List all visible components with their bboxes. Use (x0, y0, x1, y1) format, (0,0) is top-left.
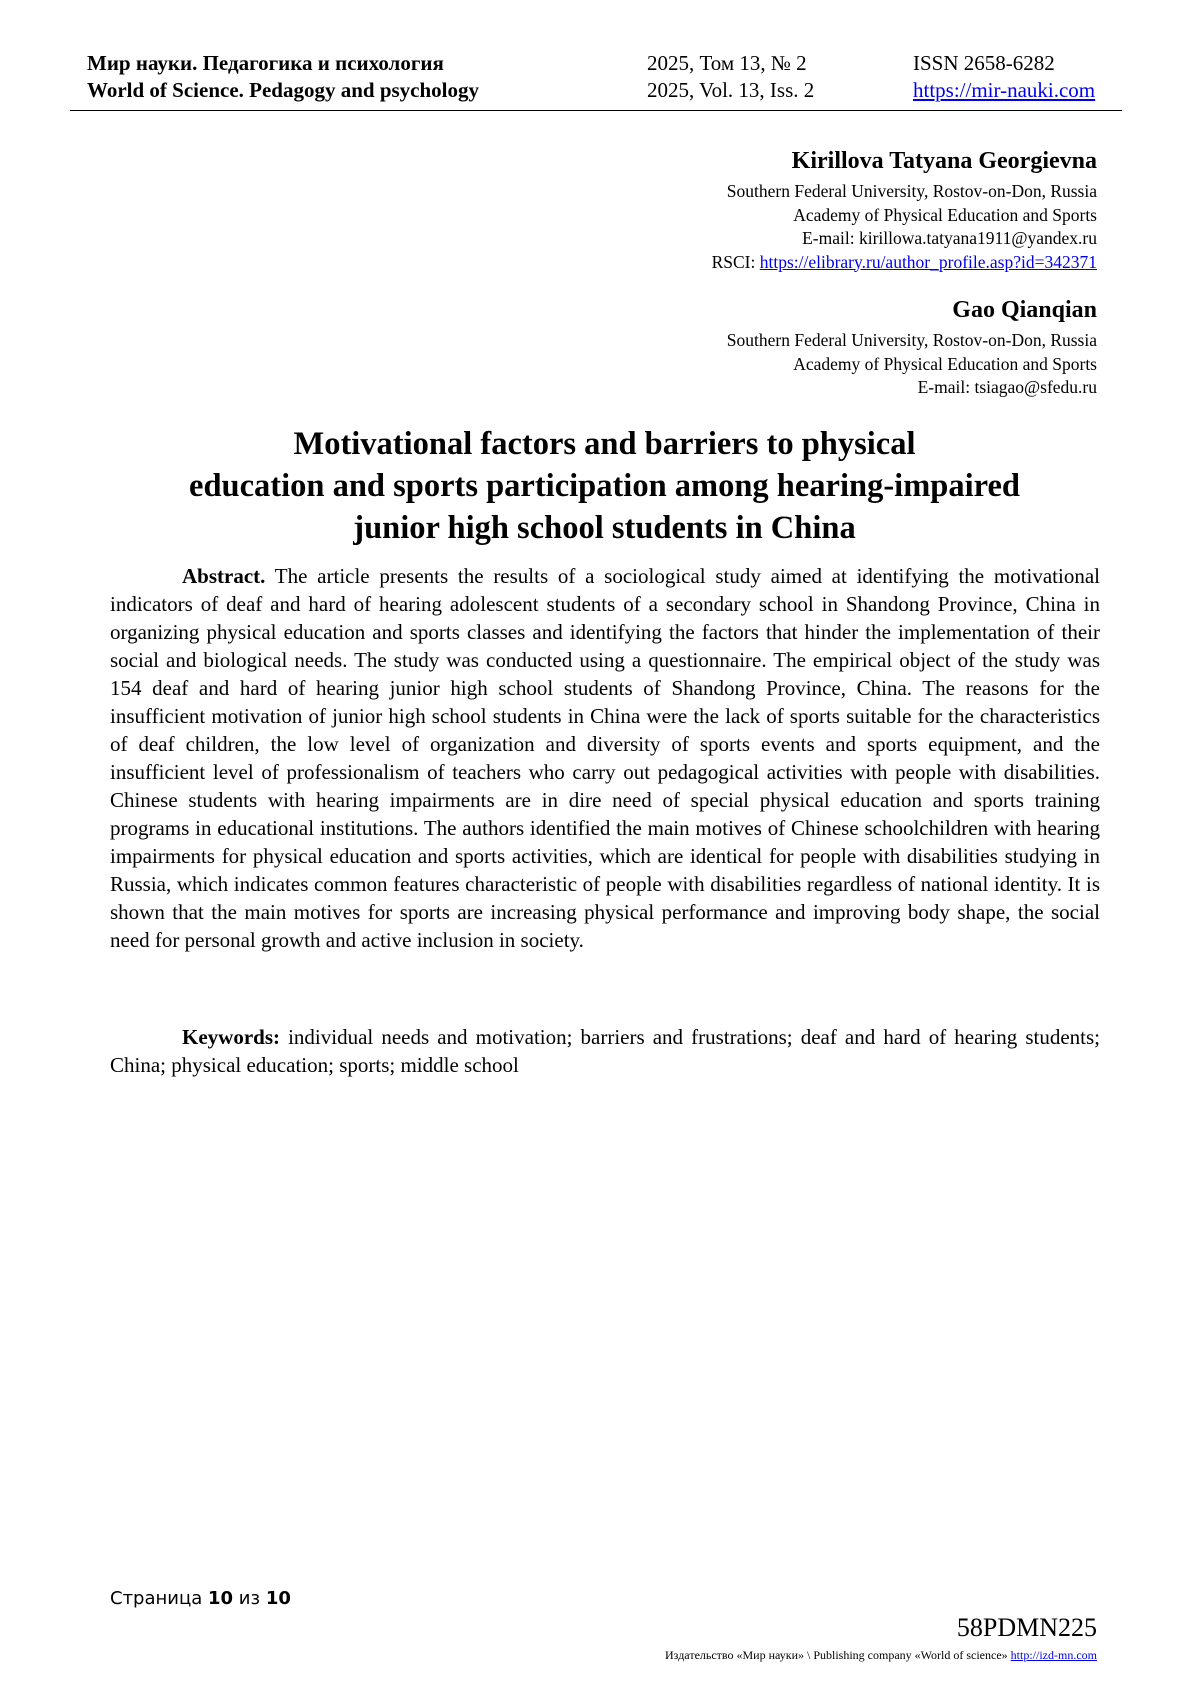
author-block-1 (712, 144, 1097, 274)
author-affiliation: Southern Federal University, Rostov-on-Don, Russia (726, 330, 1097, 350)
issn: ISSN 2658-6282 (913, 51, 1055, 75)
journal-title-en: World of Science. Pedagogy and psychology (87, 78, 480, 102)
issue-en: 2025, Vol. 13, Iss. 2 (647, 78, 815, 102)
title-line: junior high school students in China (353, 510, 856, 546)
keywords-text: individual needs and motivation; barriers and frustrations; deaf and hard of hearing students; China; physical education; sports; middle school (110, 1025, 1100, 1077)
author-email: E-mail: tsiagao@sfedu.ru (917, 377, 1097, 397)
abstract-text: The article presents the results of a sociological study aimed at identifying the motivational indicators of deaf and hard of hearing adolescent students of a secondary school in Shandong Province, China in organizing physical education and sports classes and identifying the factors that hinder the implementation of their social and biological needs. The study was conducted using a questionnaire. The empirical object of the study was 154 deaf and hard of hearing junior high school students of Shandong Province, China. The reasons for the insufficient motivation of junior high school students in China were the lack of sports suitable for the characteristics of deaf children, the low level of organization and diversity of sports events and sports equipment, and the insufficient level of professionalism of teachers who carry out pedagogical activities with people with disabilities. Chinese students with hearing impairments are in dire need of special physical education and sports training programs in educational institutions. The authors identified the main motives of Chinese schoolchildren with hearing impairments for physical education and sports activities, which are identical for people with disabilities studying in Russia, which indicates common features characteristic of people with disabilities regardless of national identity. It is shown that the main motives for sports are increasing physical performance and improving body shape, the social need for personal growth and active inclusion in society. (110, 564, 1101, 952)
header-row-ru (87, 50, 1122, 77)
author-name: Kirillova Tatyana Georgievna (791, 148, 1097, 174)
author-affiliation: Southern Federal University, Rostov-on-Don, Russia (726, 181, 1097, 201)
keywords (110, 1023, 1100, 1079)
issue-ru: 2025, Том 13, № 2 (647, 51, 807, 75)
article-code: 58PDMN225 (956, 1613, 1097, 1642)
author-email: E-mail: kirillowa.tatyana1911@yandex.ru (802, 228, 1097, 248)
abstract (110, 562, 1100, 954)
journal-header (87, 50, 1122, 104)
author-affiliation: Academy of Physical Education and Sports (793, 204, 1097, 225)
author-affiliation: Academy of Physical Education and Sports (793, 353, 1097, 374)
author-block-2 (727, 293, 1097, 400)
author-rsci (712, 251, 1097, 275)
header-divider (70, 110, 1122, 111)
abstract-label: Abstract. (182, 564, 266, 588)
keywords-label: Keywords: (182, 1025, 280, 1049)
article-title (87, 423, 1122, 549)
header-row-en (87, 77, 1122, 104)
publisher-line: Издательство «Мир науки» \ Publishing company «World of science» http://izd-mn.com (665, 1648, 1097, 1662)
publisher-link[interactable]: http://izd-mn.com (1010, 1648, 1097, 1662)
page-number: Страница 10 из 10 (110, 1588, 291, 1609)
title-line: Motivational factors and barriers to physical (293, 426, 916, 462)
rsci-label: RSCI: (711, 251, 760, 272)
title-line: education and sports participation among hearing-impaired (189, 468, 1020, 504)
rsci-profile-link[interactable]: https://elibrary.ru/author_profile.asp?id=342371 (759, 251, 1097, 272)
journal-site-link[interactable]: https://mir-nauki.com (913, 78, 1096, 102)
journal-title-ru: Мир науки. Педагогика и психология (87, 51, 444, 75)
author-name: Gao Qianqian (952, 297, 1097, 323)
